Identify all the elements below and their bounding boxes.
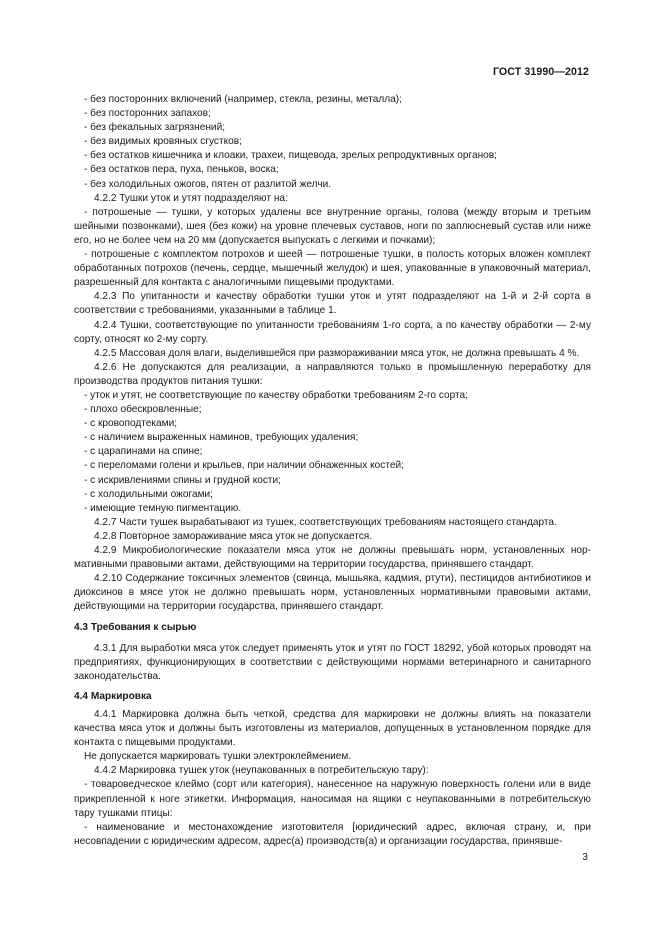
clause-4-4-1: 4.4.1 Маркировка должна быть четкой, средства для маркировки не должны влиять на показатели качества мяса уток и должны быть изготовлены из материалов, допущенных в установленном порядке для контакта с пищевыми продуктами. bbox=[74, 708, 591, 749]
paragraph: - без остатков кишечника и клоаки, трахеи, пищевода, зрелых репродуктивных органов; bbox=[84, 150, 497, 162]
paragraph: - без остатков пера, пуха, пеньков, воска; bbox=[84, 164, 279, 176]
paragraph: - с кровоподтеками; bbox=[84, 418, 178, 430]
paragraph: - товароведческое клеймо (сорт или категория), нанесенное на наружную поверхность голени или в виде прикрепленной к ноге этикетки. Информация, наносимая на ящики с неупакованными в потребительскую тару тушками птицы: bbox=[74, 779, 591, 819]
paragraph: - с царапинами на спине; bbox=[84, 446, 203, 458]
page-number: 3 bbox=[582, 852, 588, 863]
paragraph: - уток и утят, не соответствующие по качеству обработки требованиям 2-го сорта; bbox=[84, 389, 468, 401]
paragraph: - имеющие темную пигментацию. bbox=[84, 502, 242, 514]
clause-4-2-5: 4.2.5 Массовая доля влаги, выделившейся при размораживании мяса уток, не должна превышать 4 %. bbox=[94, 347, 580, 359]
clause-4-2-2: 4.2.2 Тушки уток и утят подразделяют на: bbox=[94, 192, 288, 204]
clause-4-2-10: 4.2.10 Содержание токсичных элементов (свинца, мышьяка, кадмия, ртути), пестицидов антибиотиков и диоксинов в мясе уток не должно превышать норм, установленных нормативными правовыми актами, действующими на территории государства, принявшего стандарт. bbox=[74, 573, 591, 613]
paragraph: - без холодильных ожогов, пятен от разлитой желчи. bbox=[84, 178, 332, 190]
paragraph: - потрошеные с комплектом потрохов и шеей — потрошеные тушки, в полость которых вложен комплект обработанных потрохов (печень, сердце, мышечный желудок) и шея, упакованные в упаковочный материал, разрешенный для контакта с аналогичными пищевыми продуктами. bbox=[74, 249, 591, 289]
clause-4-3-1: 4.3.1 Для выработки мяса уток следует применять уток и утят по ГОСТ 18292, убой которых проводят на предприятиях, функционирующих в соответствии с действующими нормами ветеринарного и санитарного законодательства. bbox=[74, 642, 591, 682]
paragraph: - без посторонних запахов; bbox=[84, 108, 211, 120]
clause-4-4-2: 4.4.2 Маркировка тушек уток (неупакованных в потребительскую тару): bbox=[94, 765, 429, 777]
clause-4-2-8: 4.2.8 Повторное замораживание мяса уток не допускается. bbox=[94, 530, 373, 542]
clause-4-2-6: 4.2.6 Не допускаются для реализации, а направляются только в промышленную переработку для производства продуктов питания тушки: bbox=[74, 361, 591, 387]
paragraph: - с переломами голени и крыльев, при наличии обнаженных костей; bbox=[84, 460, 404, 472]
paragraph: - с холодильными ожогами; bbox=[84, 488, 213, 500]
section-heading-4-4: 4.4 Маркировка bbox=[74, 690, 152, 702]
paragraph: - без фекальных загрязнений; bbox=[84, 122, 226, 134]
paragraph: - плохо обескровленные; bbox=[84, 404, 202, 416]
clause-4-2-7: 4.2.7 Части тушек вырабатывают из тушек, соответствующих требованиям настоящего стандарта. bbox=[94, 516, 557, 528]
paragraph: Не допускается маркировать тушки электроклеймением. bbox=[84, 751, 352, 763]
paragraph: - с искривлениями спины и грудной кости; bbox=[84, 474, 281, 486]
paragraph: - наименование и местонахождение изготовителя [юридический адрес, включая страну, и, при несовпадении с юридическим адресом, адрес(а) производств(а) и организации государства, принявше- bbox=[74, 821, 591, 847]
clause-4-2-3: 4.2.3 По упитанности и качеству обработки тушки уток и утят подразделяют на 1-й и 2-й сорта в соответствии с требованиями, указанными в таблице 1. bbox=[74, 291, 591, 317]
paragraph: - потрошеные — тушки, у которых удалены все внутренние органы, голова (между вторым и третьим шейными позвонками), шея (без кожи) на уровне плечевых суставов, ноги по заплюсневый сустав или ниже его, но не более чем на 20 мм (допускается выпускать с легкими и почками); bbox=[74, 206, 591, 246]
clause-4-2-9: 4.2.9 Микробиологические показатели мяса уток не должны превышать норм, установленных нормативными правовыми актами, действующими на территории государства, принявшего стандарт. bbox=[74, 545, 591, 571]
paragraph: - с наличием выраженных наминов, требующих удаления; bbox=[84, 432, 359, 444]
standard-designation: ГОСТ 31990—2012 bbox=[492, 66, 589, 78]
clause-4-2-4: 4.2.4 Тушки, соответствующие по упитанности требованиям 1-го сорта, а по качеству обработки — 2-му сорту, относят ко 2-му сорту. bbox=[74, 319, 591, 345]
paragraph: - без посторонних включений (например, стекла, резины, металла); bbox=[84, 94, 402, 105]
document-body bbox=[74, 93, 591, 849]
paragraph: - без видимых кровяных сгустков; bbox=[84, 136, 242, 148]
section-heading-4-3: 4.3 Требования к сырью bbox=[74, 622, 197, 634]
